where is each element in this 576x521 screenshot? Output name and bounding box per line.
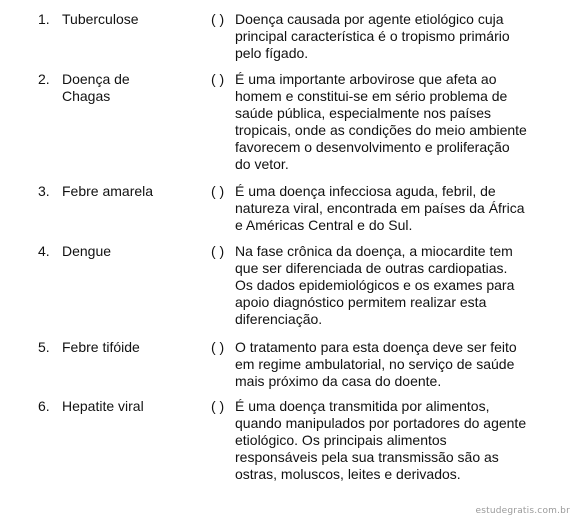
description-line: natureza viral, encontrada em países da África: [235, 200, 525, 216]
item-description: [235, 339, 555, 390]
item-number: 1.: [38, 11, 50, 27]
description-line: homem e constitui-se em sério problema de: [235, 88, 508, 104]
item-number: 3.: [38, 183, 50, 199]
item-number: 2.: [38, 71, 50, 87]
item-description: [235, 398, 555, 483]
description-line: apoio diagnóstico permitem realizar esta: [235, 294, 487, 310]
description-line: diferenciação.: [235, 311, 323, 327]
description-line: O tratamento para esta doença deve ser feito: [235, 339, 517, 355]
description-line: Os dados epidemiológicos e os exames para: [235, 277, 515, 293]
description-line: saúde pública, especialmente nos países: [235, 105, 492, 121]
answer-blank: ( ): [211, 71, 225, 87]
description-line: ostras, moluscos, leites e derivados.: [235, 466, 461, 482]
answer-blank: ( ): [211, 11, 225, 27]
item-number: 6.: [38, 398, 50, 414]
item-term: Febre tifóide: [62, 339, 140, 355]
description-line: quando manipulados por portadores do agente: [235, 415, 527, 431]
description-line: principal característica é o tropismo primário: [235, 28, 510, 44]
description-line: É uma importante arbovirose que afeta ao: [235, 71, 497, 87]
description-line: do vetor.: [235, 156, 289, 172]
answer-blank: ( ): [211, 398, 225, 414]
item-number: 4.: [38, 243, 50, 259]
item-description: [235, 71, 555, 173]
description-line: tropicais, onde as condições do meio ambiente: [235, 122, 527, 138]
item-term: Doença de Chagas: [62, 71, 130, 104]
description-line: que ser diferenciada de outras cardiopatias.: [235, 260, 508, 276]
description-line: Doença causada por agente etiológico cuja: [235, 11, 504, 27]
description-line: etiológico. Os principais alimentos: [235, 432, 447, 448]
answer-blank: ( ): [211, 183, 225, 199]
description-line: favorecem o desenvolvimento e proliferação: [235, 139, 510, 155]
description-line: mais próximo da casa do doente.: [235, 373, 442, 389]
description-line: em regime ambulatorial, no serviço de saúde: [235, 356, 515, 372]
item-description: [235, 11, 555, 62]
description-line: Na fase crônica da doença, a miocardite tem: [235, 243, 513, 259]
watermark: estudegratis.com.br: [475, 506, 570, 516]
item-term: Hepatite viral: [62, 398, 144, 414]
item-description: [235, 243, 555, 328]
answer-blank: ( ): [211, 243, 225, 259]
item-term: Febre amarela: [62, 183, 154, 199]
answer-blank: ( ): [211, 339, 225, 355]
description-line: pelo fígado.: [235, 45, 309, 61]
item-description: [235, 183, 555, 234]
description-line: É uma doença infecciosa aguda, febril, de: [235, 183, 496, 199]
description-line: responsáveis pela sua transmissão são as: [235, 449, 499, 465]
item-term: Dengue: [62, 243, 112, 259]
description-line: É uma doença transmitida por alimentos,: [235, 398, 490, 414]
item-number: 5.: [38, 339, 50, 355]
description-line: e Américas Central e do Sul.: [235, 217, 413, 233]
item-term: Tuberculose: [62, 11, 139, 27]
